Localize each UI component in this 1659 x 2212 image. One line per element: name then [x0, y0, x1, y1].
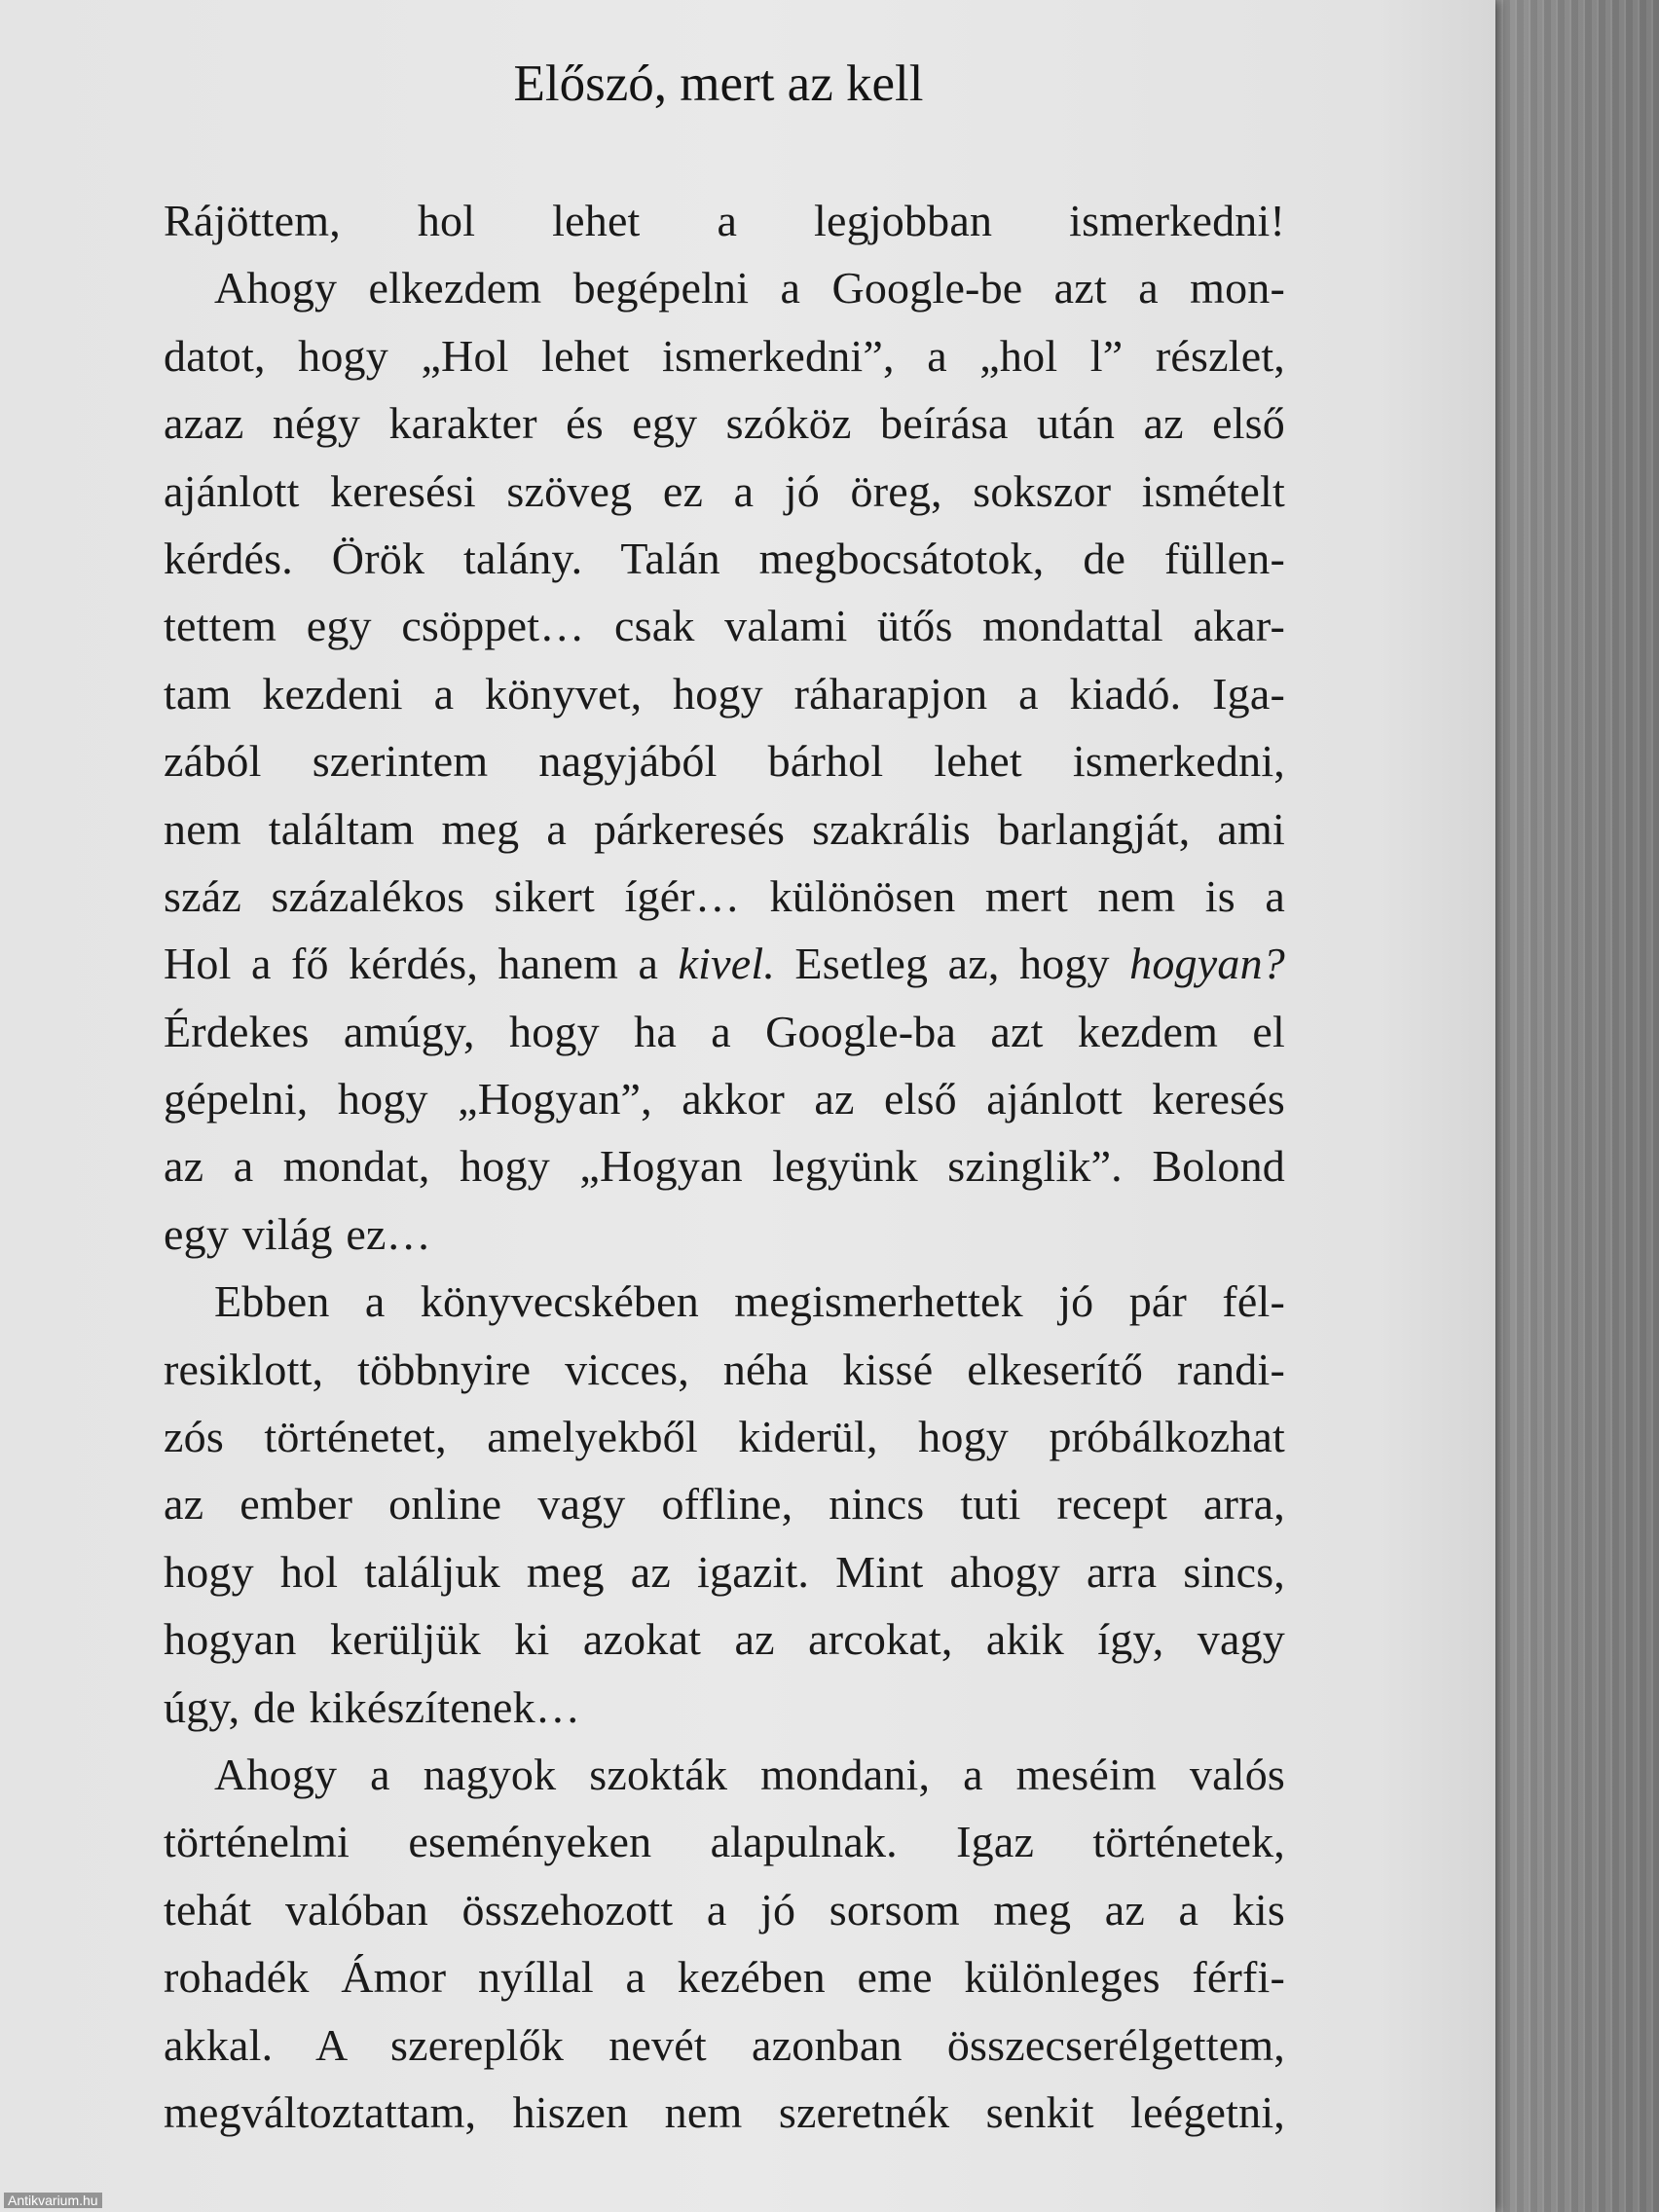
text-line: tettem egy csöppet… csak valami ütős mondattal akar-: [164, 601, 1285, 651]
italic-run: kivel.: [678, 939, 776, 989]
text-line: rohadék Ámor nyíllal a kezében eme különleges férfi-: [164, 1952, 1285, 2003]
text-line: akkal. A szereplők nevét azonban összecserélgettem,: [164, 2019, 1285, 2070]
text-line: Ahogy a nagyok szokták mondani, a meséim valós: [214, 1749, 1285, 1799]
text-line: tehát valóban összehozott a jó sorsom meg az a kis: [164, 1884, 1285, 1935]
text-line: úgy, de kikészítenek…: [164, 1681, 581, 1732]
text-line: resiklott, többnyire vicces, néha kissé elkeserítő randi-: [164, 1344, 1285, 1394]
page-title: Előszó, mert az kell: [513, 55, 924, 112]
text-line: az a mondat, hogy „Hogyan legyünk szinglik”. Bolond: [164, 1141, 1285, 1192]
text-line: ajánlott keresési szöveg ez a jó öreg, sokszor ismételt: [164, 465, 1285, 516]
italic-run: hogyan?: [1129, 939, 1285, 989]
text-line: Ebben a könyvecskében megismerhettek jó pár fél-: [214, 1276, 1285, 1327]
text-line: zából szerintem nagyjából bárhol lehet ismerkedni,: [164, 736, 1285, 787]
text-line: Ahogy elkezdem begépelni a Google-be azt a mon-: [214, 263, 1285, 313]
text-line: hogy hol találjuk meg az igazit. Mint ahogy arra sincs,: [164, 1546, 1285, 1597]
text-line: hogyan kerüljük ki azokat az arcokat, akik így, vagy: [164, 1614, 1285, 1665]
text-line: kérdés. Örök talány. Talán megbocsátotok, de füllen-: [164, 533, 1285, 583]
body-text: [164, 187, 1285, 2146]
text-line: datot, hogy „Hol lehet ismerkedni”, a „hol l” részlet,: [164, 330, 1285, 381]
text-line: tam kezdeni a könyvet, hogy ráharapjon a kiadó. Iga-: [164, 668, 1285, 719]
text-line: zós történetet, amelyekből kiderül, hogy próbálkozhat: [164, 1412, 1285, 1462]
text-line: történelmi eseményeken alapulnak. Igaz történetek,: [164, 1817, 1285, 1867]
text-line: azaz négy karakter és egy szóköz beírása után az első: [164, 398, 1285, 449]
watermark: Antikvarium.hu: [4, 2193, 102, 2208]
text-line: száz százalékos sikert ígér… különösen mert nem is a: [164, 870, 1285, 921]
text-run: Hol a fő kérdés, hanem a: [164, 939, 679, 989]
text-line-mixed: [164, 930, 1285, 997]
text-line: nem találtam meg a párkeresés szakrális barlangját, ami: [164, 803, 1285, 854]
text-line: gépelni, hogy „Hogyan”, akkor az első ajánlott keresés: [164, 1074, 1285, 1124]
text-line: megváltoztattam, hiszen nem szeretnék senkit leégetni,: [164, 2086, 1285, 2137]
text-run: Esetleg az, hogy: [775, 939, 1130, 989]
text-line: Érdekes amúgy, hogy ha a Google-ba azt kezdem el: [164, 1006, 1285, 1056]
text-line: Rájöttem, hol lehet a legjobban ismerkedni!: [164, 196, 1285, 245]
text-line: egy világ ez…: [164, 1208, 431, 1259]
text-line: az ember online vagy offline, nincs tuti recept arra,: [164, 1479, 1285, 1530]
